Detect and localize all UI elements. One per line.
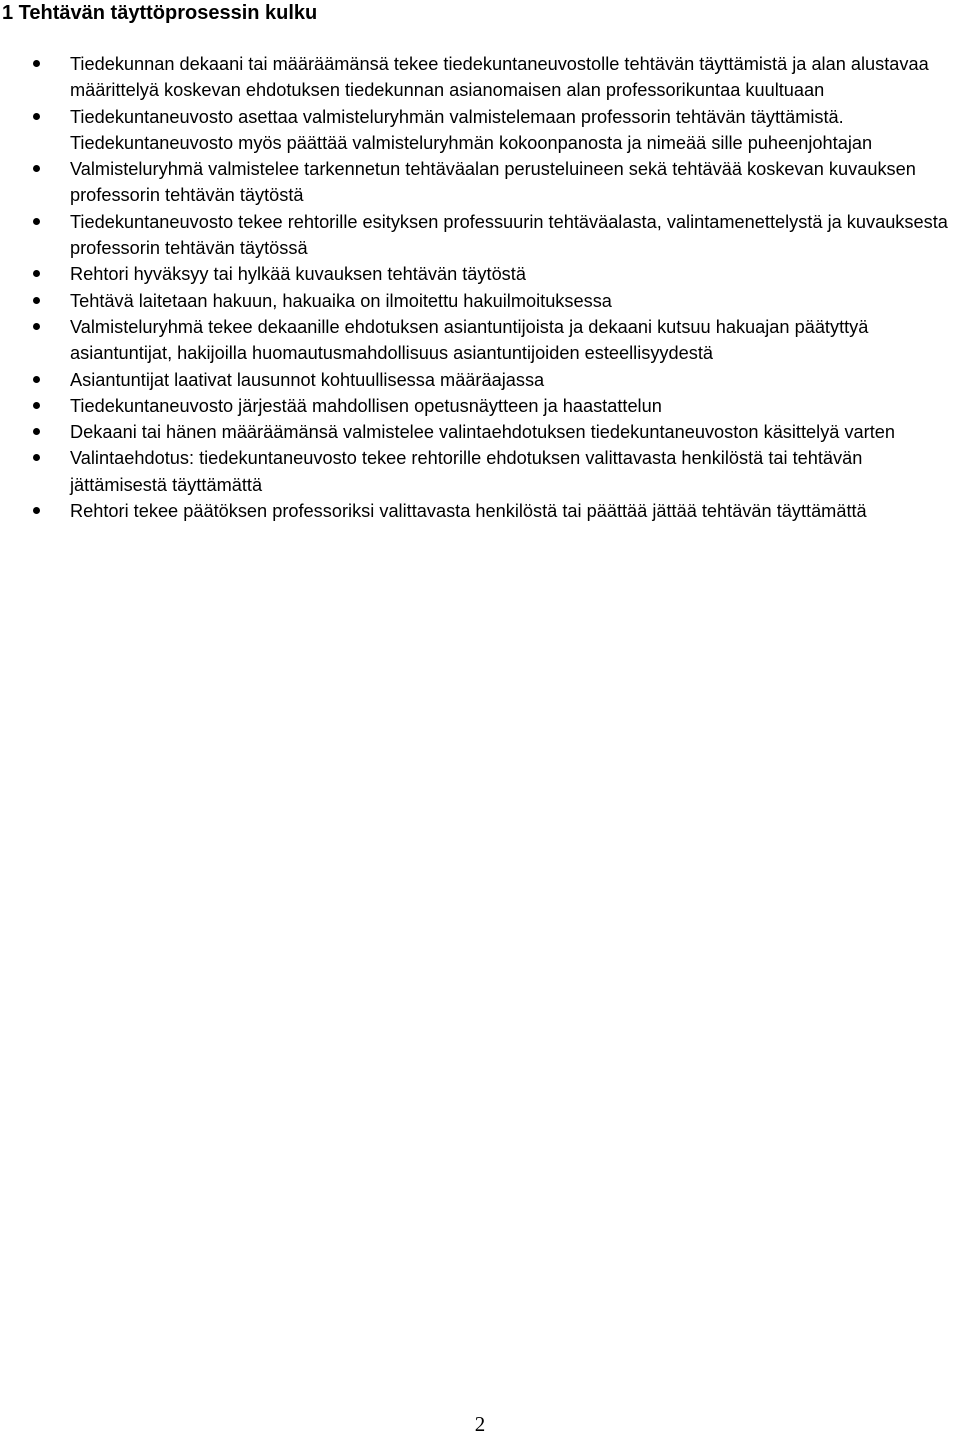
list-item bbox=[0, 288, 960, 314]
bullet-icon bbox=[33, 428, 40, 435]
list-item bbox=[0, 314, 960, 367]
list-item-text: Tiedekunnan dekaani tai määräämänsä tekee tiedekuntaneuvostolle tehtävän täyttämistä ja alan alustavaa määrittelyä koskevan ehdotuksen tiedekunnan asianomaisen alan professorikuntaa kuultuaan bbox=[70, 54, 929, 101]
list-item bbox=[0, 393, 960, 419]
list-item bbox=[0, 419, 960, 445]
bullet-icon bbox=[33, 323, 40, 330]
bullet-icon bbox=[33, 270, 40, 277]
bullet-icon bbox=[33, 297, 40, 304]
list-item-text: Rehtori hyväksyy tai hylkää kuvauksen tehtävän täytöstä bbox=[70, 264, 526, 285]
bullet-icon bbox=[33, 402, 40, 409]
section-heading: 1 Tehtävän täyttöprosessin kulku bbox=[2, 2, 318, 24]
process-steps-list bbox=[0, 51, 960, 524]
bullet-icon bbox=[33, 113, 40, 120]
list-item bbox=[0, 156, 960, 209]
list-item-text: Rehtori tekee päätöksen professoriksi valittavasta henkilöstä tai päättää jättää tehtävän täyttämättä bbox=[70, 501, 867, 522]
bullet-icon bbox=[33, 60, 40, 67]
bullet-icon bbox=[33, 376, 40, 383]
list-item bbox=[0, 261, 960, 287]
list-item-text: Valmisteluryhmä tekee dekaanille ehdotuksen asiantuntijoista ja dekaani kutsuu hakuajan päätyttyä asiantuntijat, hakijoilla huomautusmahdollisuus asiantuntijoiden esteellisyydestä bbox=[70, 316, 869, 364]
list-item-text: Valintaehdotus: tiedekuntaneuvosto tekee rehtorille ehdotuksen valittavasta henkilöstä tai tehtävän jättämisestä täyttämättä bbox=[70, 448, 863, 495]
list-item-text: Tiedekuntaneuvosto järjestää mahdollisen opetusnäytteen ja haastattelun bbox=[70, 395, 662, 416]
list-item bbox=[0, 445, 960, 498]
list-item bbox=[0, 367, 960, 393]
bullet-icon bbox=[33, 507, 40, 514]
list-item bbox=[0, 498, 960, 524]
list-item bbox=[0, 51, 960, 104]
list-item-text: Asiantuntijat laativat lausunnot kohtuullisessa määräajassa bbox=[70, 369, 545, 390]
list-item-text: Dekaani tai hänen määräämänsä valmistelee valintaehdotuksen tiedekuntaneuvoston käsittelyä varten bbox=[70, 422, 896, 443]
list-item bbox=[0, 104, 960, 157]
list-item-text: Tiedekuntaneuvosto asettaa valmisteluryhmän valmistelemaan professorin tehtävän täyttämistä. Tiedekuntaneuvosto myös päättää valmisteluryhmän kokoonpanosta ja nimeää sille puheenjohtajan bbox=[70, 106, 873, 153]
bullet-icon bbox=[33, 218, 40, 225]
list-item-text: Tehtävä laitetaan hakuun, hakuaika on ilmoitettu hakuilmoituksessa bbox=[70, 290, 612, 311]
list-item-text: Tiedekuntaneuvosto tekee rehtorille esityksen professuurin tehtäväalasta, valintamenettelystä ja kuvauksesta professorin tehtävän täytössä bbox=[70, 211, 948, 259]
list-item-text: Valmisteluryhmä valmistelee tarkennetun tehtäväalan perusteluineen sekä tehtävää koskevan kuvauksen professorin tehtävän täytöstä bbox=[70, 159, 916, 206]
list-item bbox=[0, 209, 960, 262]
page-number: 2 bbox=[474, 1412, 486, 1436]
bullet-icon bbox=[33, 454, 40, 461]
bullet-icon bbox=[33, 165, 40, 172]
